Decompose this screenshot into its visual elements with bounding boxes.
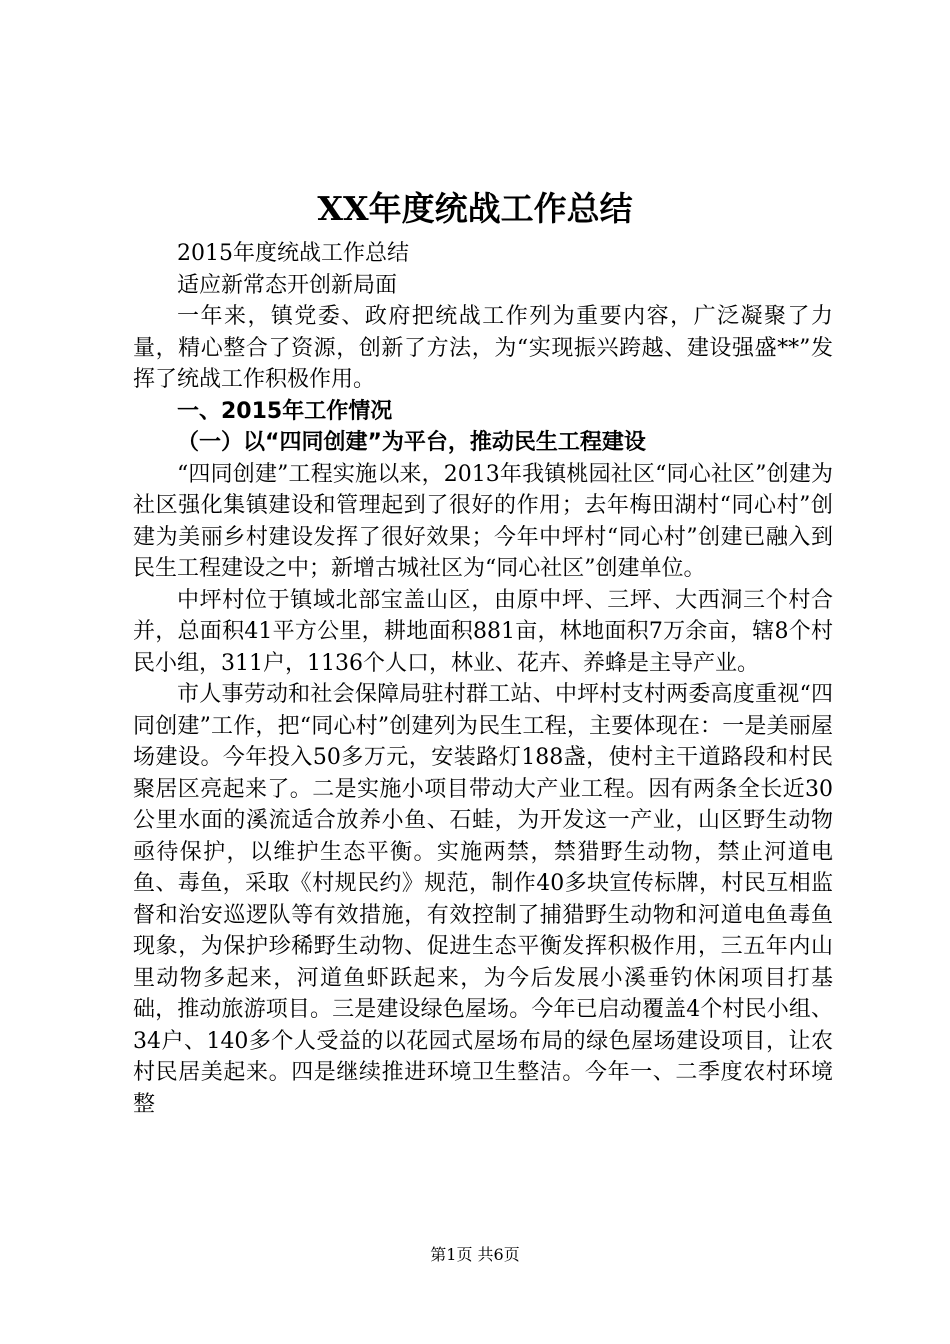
page-footer: 第1页 共6页 — [430, 1245, 520, 1264]
paragraph-body: 中坪村位于镇域北部宝盖山区，由原中坪、三坪、大西洞三个村合并，总面积41平方公里，耕地面积881亩，林地面积7万余亩，辖8个村民小组，311户，1136个人口，林业、花卉、养蜂是主导产业。 — [133, 587, 833, 676]
paragraph-subtitle-1: 2015年度统战工作总结 — [177, 241, 409, 266]
subsection-heading: （一）以“四同创建”为平台，推动民生工程建设 — [177, 430, 646, 455]
document-body — [133, 238, 833, 1120]
paragraph-body: “四同创建”工程实施以来，2013年我镇桃园社区“同心社区”创建为社区强化集镇建设和管理起到了很好的作用；去年梅田湖村“同心村”创建为美丽乡村建设发挥了很好效果；今年中坪村“同心村”创建已融入到民生工程建设之中；新增古城社区为“同心社区”创建单位。 — [133, 461, 833, 581]
paragraph-subtitle-2: 适应新常态开创新局面 — [177, 272, 398, 298]
section-heading: 一、2015年工作情况 — [177, 398, 393, 424]
document-title: XX年度统战工作总结 — [317, 189, 633, 228]
paragraph-body: 市人事劳动和社会保障局驻村群工站、中坪村支村两委高度重视“四同创建”工作，把“同心村”创建列为民生工程，主要体现在：一是美丽屋场建设。今年投入50多万元，安装路灯188盏，使村主干道路段和村民聚居区亮起来了。二是实施小项目带动大产业工程。因有两条全长近30公里水面的溪流适合放养小鱼、石蛙，为开发这一产业，山区野生动物亟待保护，以维护生态平衡。实施两禁，禁猎野生动物，禁止河道电鱼、毒鱼，采取《村规民约》规范，制作40多块宣传标牌，村民互相监督和治安巡逻队等有效措施，有效控制了捕猎野生动物和河道电鱼毒鱼现象，为保护珍稀野生动物、促进生态平衡发挥积极作用，三五年内山里动物多起来，河道鱼虾跃起来，为今后发展小溪垂钓休闲项目打基础，推动旅游项目。三是建设绿色屋场。今年已启动覆盖4个村民小组、34户、140多个人受益的以花园式屋场布局的绿色屋场建设项目，让农村民居美起来。四是继续推进环境卫生整洁。今年一、二季度农村环境整 — [133, 682, 833, 1117]
paragraph-intro: 一年来，镇党委、政府把统战工作列为重要内容，广泛凝聚了力量，精心整合了资源，创新了方法，为“实现振兴跨越、建设强盛**”发挥了统战工作积极作用。 — [133, 304, 833, 392]
